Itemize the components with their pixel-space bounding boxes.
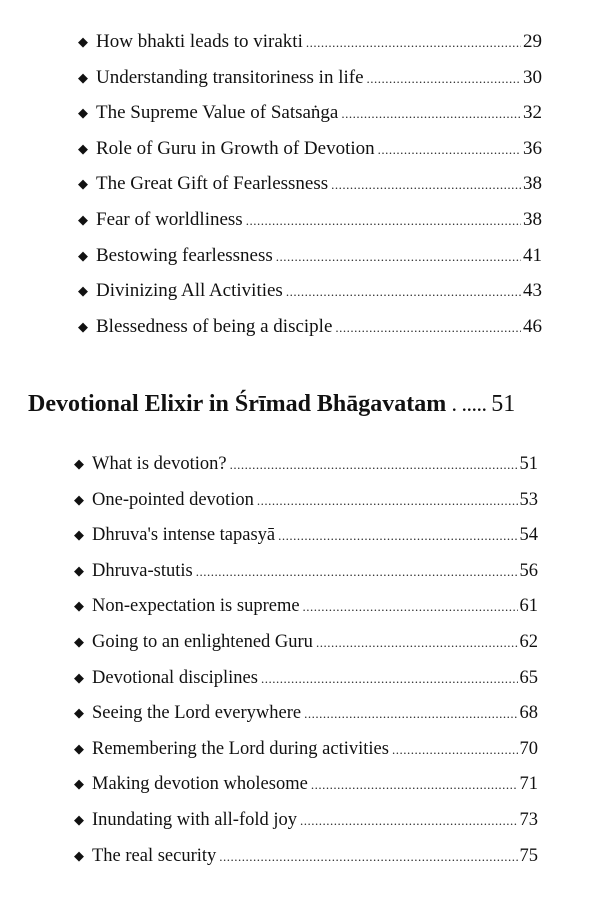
page-number: 38 — [523, 208, 542, 230]
diamond-bullet-icon: ◆ — [74, 633, 84, 649]
dot-leader — [341, 102, 521, 126]
page-number: 43 — [523, 280, 542, 302]
entry-title: Making devotion wholesome — [92, 774, 308, 795]
toc-entry[interactable] — [74, 452, 538, 488]
diamond-bullet-icon: ◆ — [74, 598, 84, 614]
entry-title: The Great Gift of Fearlessness — [96, 173, 329, 195]
diamond-bullet-icon: ◆ — [78, 140, 88, 156]
page-number: 61 — [519, 596, 538, 617]
toc-entry[interactable] — [78, 172, 542, 208]
entry-title: Divinizing All Activities — [96, 280, 283, 302]
entry-title: One-pointed devotion — [92, 489, 254, 510]
toc-entry[interactable] — [78, 30, 542, 66]
entry-title: Fear of worldliness — [96, 208, 243, 230]
entry-title: Blessedness of being a disciple — [96, 315, 333, 337]
dot-leader — [278, 524, 517, 548]
page-number: 32 — [523, 102, 542, 124]
diamond-bullet-icon: ◆ — [78, 69, 88, 85]
diamond-bullet-icon: ◆ — [74, 562, 84, 578]
diamond-bullet-icon: ◆ — [74, 847, 84, 863]
dot-leader — [316, 631, 518, 655]
toc-entry[interactable] — [74, 488, 538, 524]
page-number: 75 — [519, 845, 538, 866]
diamond-bullet-icon: ◆ — [78, 247, 88, 263]
toc-entry[interactable] — [74, 737, 538, 773]
entry-title: The Supreme Value of Satsaṅga — [96, 102, 339, 124]
entry-title: The real security — [92, 845, 217, 866]
toc-entry[interactable] — [78, 244, 542, 280]
entry-title: Dhruva-stutis — [92, 560, 193, 581]
page-number: 53 — [519, 489, 538, 510]
page-number: 36 — [523, 137, 542, 159]
toc-entry[interactable] — [78, 279, 542, 315]
entry-title: Inundating with all-fold joy — [92, 809, 298, 830]
diamond-bullet-icon: ◆ — [74, 456, 84, 471]
page-number: 71 — [519, 774, 538, 795]
diamond-bullet-icon: ◆ — [78, 176, 88, 192]
toc-entry[interactable] — [74, 701, 538, 737]
page-number: 51 — [519, 454, 538, 474]
entry-title: Understanding transitoriness in life — [96, 66, 364, 88]
diamond-bullet-icon: ◆ — [74, 811, 84, 827]
entry-title: Role of Guru in Growth of Devotion — [96, 137, 375, 159]
toc-entry[interactable] — [74, 808, 538, 844]
dot-leader — [261, 667, 518, 691]
toc-entry[interactable] — [74, 630, 538, 666]
entry-title: Dhruva's intense tapasyā — [92, 525, 276, 546]
diamond-bullet-icon: ◆ — [74, 705, 84, 721]
toc-entry[interactable] — [74, 594, 538, 630]
diamond-bullet-icon: ◆ — [74, 669, 84, 685]
dot-leader — [331, 173, 521, 197]
diamond-bullet-icon: ◆ — [74, 527, 84, 543]
section-page-number: 51 — [491, 391, 516, 417]
entry-title: Bestowing fearlessness — [96, 244, 273, 266]
toc-entry[interactable] — [74, 559, 538, 595]
toc-list-group-2 — [74, 452, 538, 879]
dot-leader — [286, 280, 521, 304]
entry-title: Remembering the Lord during activities — [92, 738, 389, 759]
toc-entry[interactable] — [74, 666, 538, 702]
diamond-bullet-icon: ◆ — [78, 211, 88, 227]
diamond-bullet-icon: ◆ — [78, 318, 88, 334]
diamond-bullet-icon: ◆ — [74, 776, 84, 792]
entry-title: Seeing the Lord everywhere — [92, 703, 302, 724]
entry-title: How bhakti leads to virakti — [96, 31, 303, 52]
dot-leader — [276, 245, 521, 269]
page-number: 68 — [519, 703, 538, 724]
toc-entry[interactable] — [74, 772, 538, 808]
toc-entry[interactable] — [74, 844, 538, 880]
toc-entry[interactable] — [78, 101, 542, 137]
dot-leader — [219, 845, 517, 869]
page-number: 46 — [523, 315, 542, 337]
toc-list-group-1 — [78, 30, 542, 350]
dot-leader — [196, 560, 518, 584]
dot-leader — [335, 316, 521, 340]
diamond-bullet-icon: ◆ — [78, 105, 88, 121]
page-number: 29 — [523, 31, 542, 52]
entry-title: Non-expectation is supreme — [92, 596, 300, 617]
section-heading[interactable] — [28, 388, 548, 423]
diamond-bullet-icon: ◆ — [74, 491, 84, 507]
section-title: Devotional Elixir in Śrīmad Bhāgavatam — [28, 391, 447, 417]
dot-leader — [367, 67, 521, 91]
dot-leader — [311, 773, 518, 797]
dot-leader — [378, 138, 521, 162]
page-number: 30 — [523, 66, 542, 88]
page-number: 41 — [523, 244, 542, 266]
page-number: 54 — [519, 525, 538, 546]
toc-entry[interactable] — [78, 208, 542, 244]
dot-leader — [304, 702, 517, 726]
page-number: 73 — [519, 809, 538, 830]
entry-title: Going to an enlightened Guru — [92, 631, 313, 652]
section-dot-leader: . ..... — [452, 398, 488, 415]
page-number: 65 — [519, 667, 538, 688]
diamond-bullet-icon: ◆ — [74, 740, 84, 756]
toc-entry[interactable] — [78, 315, 542, 351]
dot-leader — [246, 209, 521, 233]
toc-entry[interactable] — [74, 523, 538, 559]
page-number: 38 — [523, 173, 542, 195]
toc-entry[interactable] — [78, 66, 542, 102]
diamond-bullet-icon: ◆ — [78, 34, 88, 49]
entry-title: What is devotion? — [92, 454, 227, 474]
page-number: 56 — [519, 560, 538, 581]
toc-entry[interactable] — [78, 137, 542, 173]
page-number: 62 — [519, 631, 538, 652]
dot-leader — [392, 738, 518, 762]
dot-leader — [306, 31, 521, 55]
entry-title: Devotional disciplines — [92, 667, 258, 688]
diamond-bullet-icon: ◆ — [78, 283, 88, 299]
dot-leader — [257, 489, 518, 513]
dot-leader — [300, 809, 517, 833]
page-number: 70 — [519, 738, 538, 759]
dot-leader — [303, 595, 518, 619]
dot-leader — [230, 453, 518, 477]
